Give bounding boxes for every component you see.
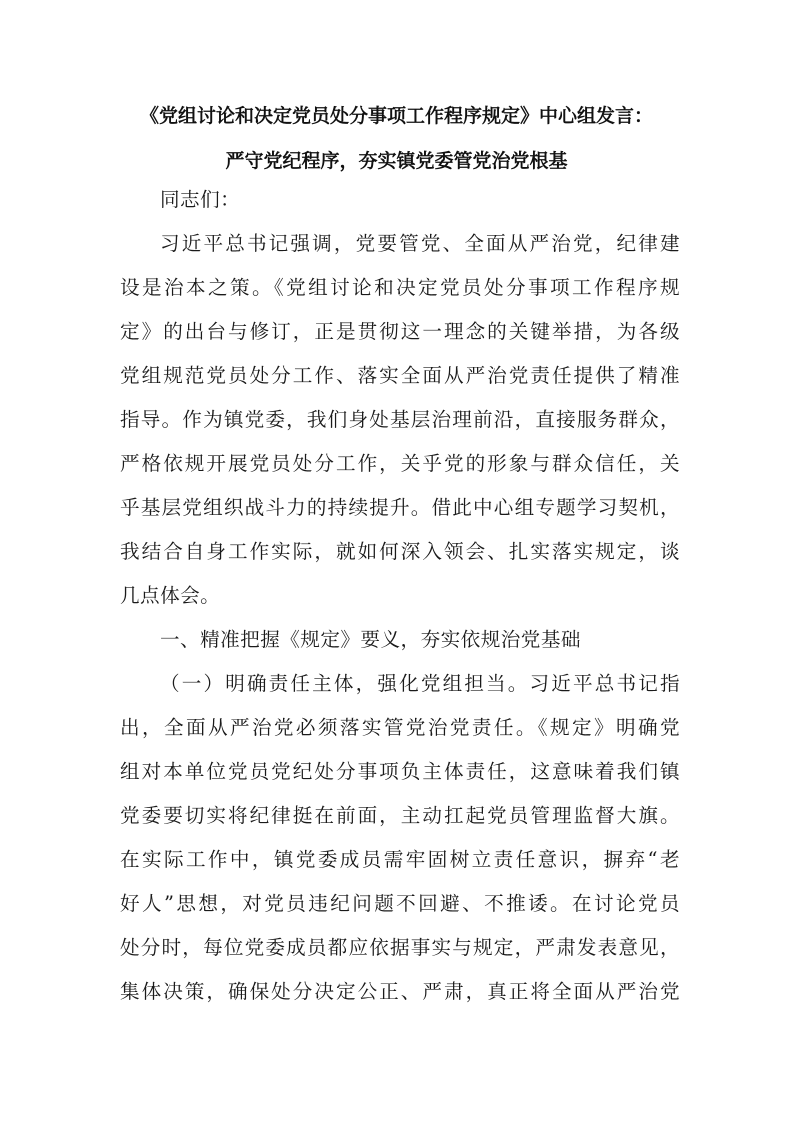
paragraph-line: 习近平总书记强调，党要管党、全面从严治党，纪律建 — [160, 232, 680, 255]
paragraph-line: 几点体会。 — [120, 584, 221, 607]
paragraph-line: 党委要切实将纪律挺在前面，主动扛起党员管理监督大旗。 — [120, 804, 680, 827]
paragraph-line: 处分时，每位党委成员都应依据事实与规定，严肃发表意见， — [120, 936, 680, 959]
paragraph-line: 好人”思想，对党员违纪问题不回避、不推诿。在讨论党员 — [120, 892, 680, 915]
paragraph-line: 设是治本之策。《党组讨论和决定党员处分事项工作程序规 — [120, 276, 680, 299]
paragraph-line: （一）明确责任主体，强化党组担当。习近平总书记指 — [160, 672, 680, 695]
paragraph-line: 党组规范党员处分工作、落实全面从严治党责任提供了精准 — [120, 364, 680, 387]
section-heading: 一、精准把握《规定》要义，夯实依规治党基础 — [160, 628, 581, 651]
paragraph-line: 集体决策，确保处分决定公正、严肃，真正将全面从严治党 — [120, 980, 680, 1003]
salutation: 同志们： — [160, 188, 241, 211]
paragraph-line: 定》的出台与修订，正是贯彻这一理念的关键举措，为各级 — [120, 320, 680, 343]
document-title-line-2: 严守党纪程序，夯实镇党委管党治党根基 — [225, 150, 568, 172]
paragraph-line: 严格依规开展党员处分工作，关乎党的形象与群众信任，关 — [120, 452, 680, 475]
paragraph-line: 出，全面从严治党必须落实管党治党责任。《规定》明确党 — [120, 716, 680, 739]
paragraph-line: 我结合自身工作实际，就如何深入领会、扎实落实规定，谈 — [120, 540, 680, 563]
paragraph-line: 乎基层党组织战斗力的持续提升。借此中心组专题学习契机， — [120, 496, 680, 519]
paragraph-line: 组对本单位党员党纪处分事项负主体责任，这意味着我们镇 — [120, 760, 680, 783]
paragraph-line: 在实际工作中，镇党委成员需牢固树立责任意识，摒弃“老 — [120, 848, 680, 871]
paragraph-line: 指导。作为镇党委，我们身处基层治理前沿，直接服务群众， — [120, 408, 680, 431]
document-title-line-1: 《党组讨论和决定党员处分事项工作程序规定》中心组发言： — [139, 105, 653, 127]
